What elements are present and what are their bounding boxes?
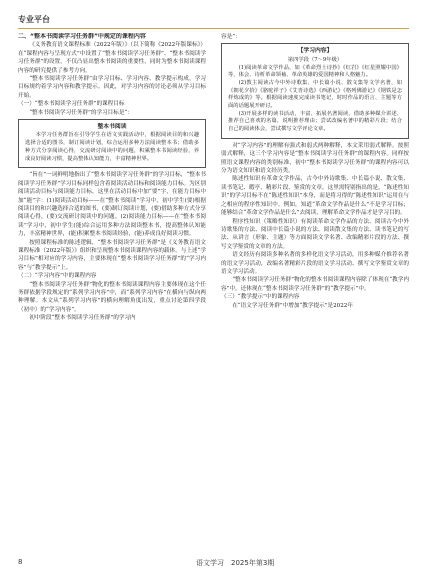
box-item: (3)开展多样的读书活动，丰富、拓展名著阅读，借助多种媒介讲述、推荐自己喜欢的名篇，说明推荐理由；尝试改编名著中的精彩片段；结合自己的阅读体会，尝试撰写文学评论文章。 (228, 110, 402, 133)
paragraph: “整本书阅读学习任务群”物化的整本书阅读课程内容除了体现在“教学内容”中，还体现在“整本书阅读学习任务群”的“教学提示”中。 (221, 277, 409, 292)
page-number: 8 (18, 558, 23, 566)
paragraph: 《义务教育语文课程标准（2022年版）》（以下简称《2022年版课标》）在“课程内容与呈现方式”中设置了“整本书阅读学习任务群”、“整本书阅读学习任务群”的设置，不仅凸显出整本书阅读的重要性，同时为整本书阅读课程内容的研究提供了参考方向。 (18, 42, 206, 74)
paragraph: “旨在”一词鲜明地指出了“整本书阅读学习任务群”的学习目标，“整本书阅读学习任务群”学习目标同样包含着阅读活动目标和阅读能力目标。为区别阅读活动目标与阅读能力目标，这里在活动目标中加“要”字，在能力目标中加“能”字：(1)阅读活动目标——在“整本书阅读”学习中，初中学生(要)根据阅读目的和兴趣选择合适的图书，(要)制订阅读计划，(要)借助多种方式分享阅读心得，(要)交流研讨阅读中的问题。(2)阅读能力目标——在“整本书阅读”学习中，初中学生(能)综合运用多种方法阅读整本书，提高整体认知能力，丰富精神世界，(能)积累整本书阅读经验，(能)养成良好阅读习惯。 (18, 172, 206, 238)
paragraph: “整本书阅读学习任务群”由学习目标、学习内容、教学提示构成。学习目标规约着学习内容和教学提示。因此，对学习内容的讨论必须从学习目标开始。 (18, 76, 206, 99)
paragraph: 语文经历有阅读多种名著的多样化语文学习活动，用多种媒介推荐名著的语文学习活动，改编名著精彩片段的语文学习活动、撰写文学鉴赏文章的语文学习活动。 (221, 252, 409, 275)
paragraph: 程序性知识（策略性知识）有阅读革命文学作品的方法、阅读古今中外诗歌集的方法、阅读中长篇小说的方法、阅读散文集的方法、读书笔记的写法、从讲言（形象、主题）等方面阅读文学名著、改编精彩片段的方法、撰写文学鉴赏的文章的方法。 (221, 218, 409, 250)
goal-box (18, 119, 206, 168)
box-title: 整本书阅读 (97, 124, 127, 131)
header-rule (18, 28, 409, 29)
section-header: 专业平台 (18, 15, 50, 24)
paragraph: “整本书阅读学习任务群”的学习目标是“： (29, 109, 133, 116)
content-box (221, 43, 409, 138)
stage-label: 第四学段（7～9年级） (287, 56, 343, 63)
paragraph: 陈述性知识有革命文学作品，古今中外诗歌集、中长篇小说、散文集、读书笔记、暇亭、精彩片段、鉴赏的文章。这里需特别指出的是，“陈述性知识”的学习目标不在“陈述性知识”本身，而是将习得的“陈述性知识”运用在与之相应的程序性知识中。例如，知道“革命文学作品是什么”不是学习目标；能够结合“革命文学作品是什么”去阅读，理解革命文学作品才是学习目的。 (221, 176, 409, 217)
journal-info: 语文学习 2025年第3期 (196, 559, 275, 567)
subheading: （一）“整本书阅读学习任务群”的课程目标 (18, 101, 125, 108)
paragraph: 容是”： (221, 34, 241, 40)
paragraph: 对“学习内容”的理解有强式和弱式两种解释，本文采用弱式解释。按照弱式解释，这三个学习内容是“整本书阅读学习任务群”的课程内容。同样按照语文课程内容的类别标准，初中“整本书阅读学习任务群”的课程内容可以分为语文知识和语文经历类。 (221, 142, 409, 175)
paragraph: “整本书阅读学习任务群”物化的整本书阅读课程内容主要体现在这个任务群依据学段规定的“系列学习内容”中，而“系列学习内容”在横向与纵向两种理解。本文从“系列学习内容”的横向理解角度出发，重点讨论第四学段（初中）的“学习内容”。 (18, 281, 206, 313)
box-item: (2)教主阅读古今中外诗歌集、中长篇小说、散文集等文学名著，如《朝花夕拾》《骆驼祥子》《艾青诗选》《西游记》《格列佛游记》《钢铁是怎样炼成的》等。根据阅读速度完成读书笔记，时时作品的语言、主题等方面的话题展开研讨。 (228, 79, 402, 110)
paragraph: 初中阶段“整本书阅读学习任务群”的学习内 (29, 315, 136, 322)
paragraph: 按照课程标准的陈述逻辑，“整本书阅读学习任务群”是《义务教育语文课程标准（2022年版）》组织和呈现整本书阅读课程内容的载体。与上述“学习目标”相对应的学习内容，主要体现在“整本书阅读学习任务群”的“学习内容”与“教学提示”上。 (18, 239, 206, 271)
subheading: （二）“学习内容”中的课程内容 (18, 273, 97, 280)
left-column (18, 33, 206, 548)
box-item: (1)阅读革命文学作品，如《革命烈士诗抄》《红岩》《红星照耀中国》等，体会、诗析革命领袖、革命英雄的爱国精神和人格魅力。 (228, 64, 402, 79)
paragraph: 在“语文学习任务群”中增加“教学提示”是2022年 (232, 302, 353, 309)
box-title: 【学习内容】 (297, 48, 333, 55)
subheading: （三）“教学提示”中的课程内容 (221, 294, 300, 301)
box-text: 本学习任务群旨在引导学生在语文实践活动中，根据阅读目的和兴趣选择合适的图书，制订阅读计划，综合运用多种方法阅读整本书；借助多种方式分享阅读心得，交流研讨阅读中的问题，积累整本书阅读经验，养成良好阅读习惯，提高整体认知能力，丰富精神世界。 (25, 132, 199, 162)
right-column (221, 33, 409, 548)
section-heading: 二、“整本书阅读学习任务群”中规定的课程内容 (18, 33, 146, 40)
